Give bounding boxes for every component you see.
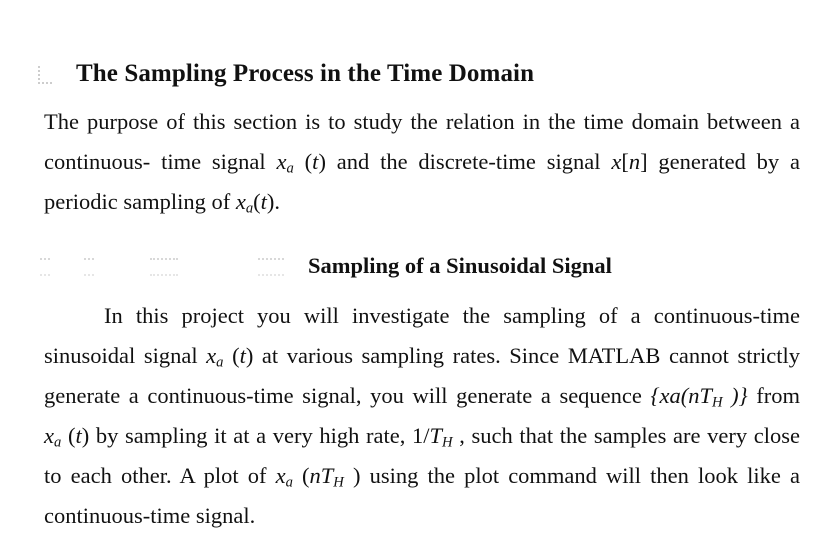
text-run: from (747, 383, 800, 408)
text-run: ( (223, 343, 240, 368)
intro-line-2 (44, 142, 800, 182)
math-symbol: t (312, 149, 319, 174)
section-heading (38, 60, 534, 88)
text-run: ( (253, 189, 261, 214)
math-sequence: )} (722, 383, 748, 408)
body-line-1: In this project you will investigate the sampling of a continuous-time (104, 303, 800, 328)
body-paragraph (44, 296, 800, 536)
math-subscript: H (333, 474, 344, 491)
math-symbol: x (44, 423, 54, 448)
intro-paragraph (44, 102, 800, 222)
text-run: ). (266, 189, 281, 214)
text-run: ) by sampling it at a very high rate, 1/ (81, 423, 430, 448)
text-run: continuous- time signal (44, 149, 277, 174)
faint-section-number (38, 66, 52, 84)
text-run: ( (293, 149, 313, 174)
math-symbol: nT (309, 463, 334, 488)
text-run: periodic sampling of (44, 189, 236, 214)
text-run: ) and the discrete-time signal (318, 149, 612, 174)
math-symbol: x (235, 189, 246, 214)
body-line-4 (44, 416, 800, 456)
math-symbol: x (276, 149, 287, 174)
text-run: to each other. A plot of (44, 463, 276, 488)
math-subscript: H (442, 434, 453, 451)
math-subscript: a (285, 474, 293, 491)
faint-mark (150, 258, 178, 276)
intro-line-3 (44, 182, 800, 222)
faint-mark (40, 258, 50, 276)
body-line-5 (44, 456, 800, 496)
text-run: ( (61, 423, 76, 448)
text-run: [ (621, 149, 629, 174)
text-run: ) using the plot command will then look like a (343, 463, 800, 488)
intro-line-1: The purpose of this section is to study the relation in the time domain between a (44, 109, 800, 134)
math-subscript: a (54, 434, 62, 451)
math-symbol: x (206, 343, 217, 368)
text-run: sinusoidal signal (44, 343, 207, 368)
math-symbol: x (275, 463, 286, 488)
math-subscript: H (712, 394, 723, 411)
math-sequence: {xa(nT (650, 383, 712, 408)
body-line-6: continuous-time signal. (44, 503, 256, 528)
math-subscript: a (286, 160, 294, 177)
text-run: generate a continuous-time signal, you will generate a sequence (44, 383, 651, 408)
section-title: The Sampling Process in the Time Domain (76, 60, 535, 87)
body-line-2 (44, 336, 800, 376)
subsection-title: Sampling of a Sinusoidal Signal (308, 253, 612, 278)
text-run: ( (292, 463, 310, 488)
text-run: , such that the samples are very close (452, 423, 800, 448)
body-line-3 (44, 376, 800, 416)
math-symbol: t (239, 343, 246, 368)
math-symbol: t (75, 423, 82, 448)
math-subscript: a (245, 200, 254, 217)
math-subscript: a (216, 354, 224, 371)
math-symbol: n (628, 149, 641, 174)
faint-mark (84, 258, 94, 276)
text-run: ) at various sampling rates. Since MATLAB cannot strictly (245, 343, 800, 368)
math-symbol: T (429, 423, 443, 448)
math-symbol: x (611, 149, 622, 174)
math-symbol: t (260, 189, 267, 214)
faint-mark (258, 258, 284, 276)
text-run: ] generated by a (640, 149, 801, 174)
